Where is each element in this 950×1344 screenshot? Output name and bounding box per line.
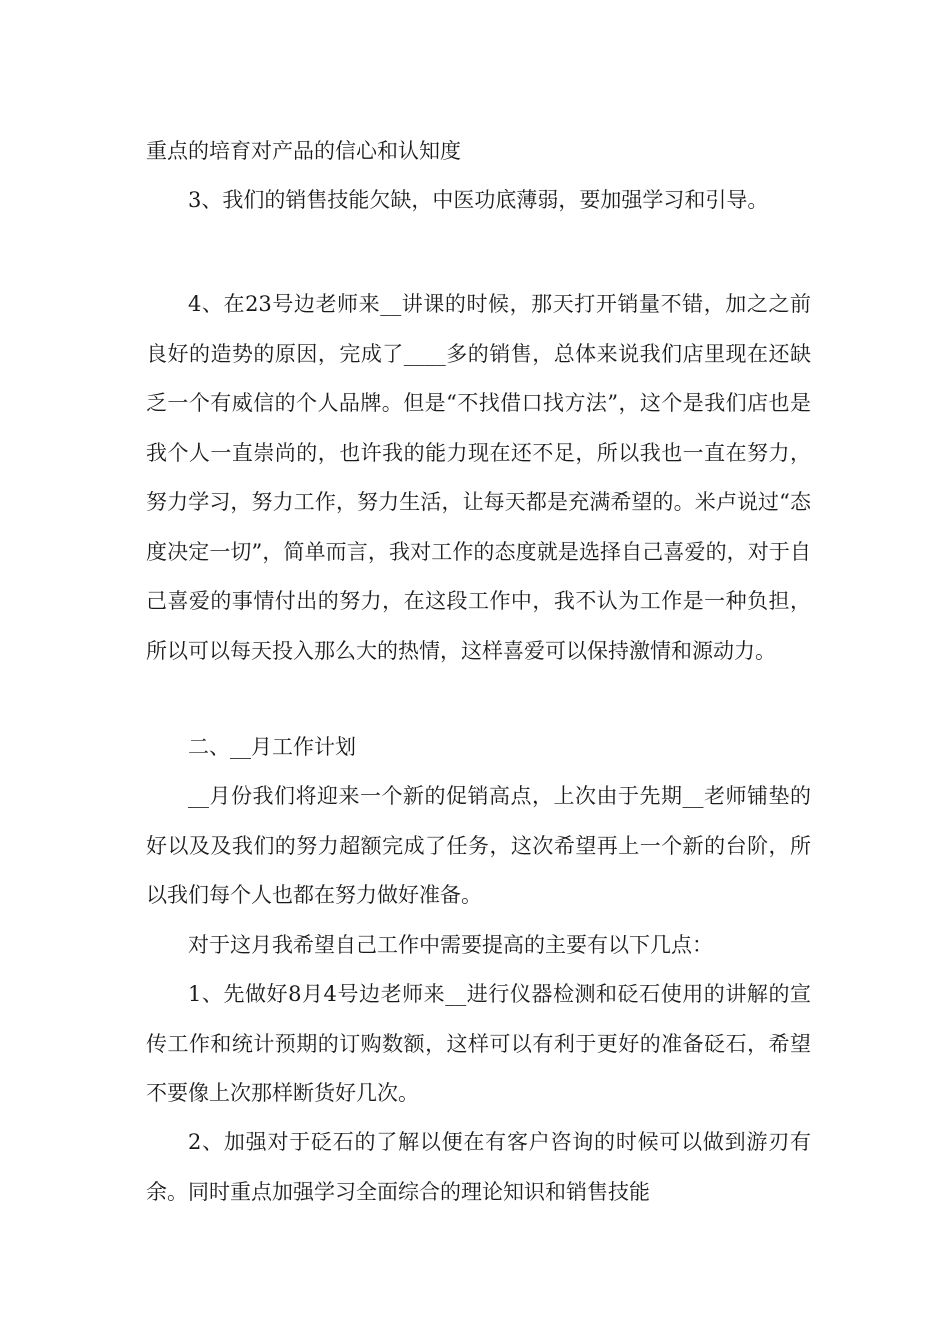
paragraph-plan-intro: __月份我们将迎来一个新的促销高点，上次由于先期__老师铺垫的好以及及我们的努力超额完成了任务，这次希望再上一个新的台阶，所以我们每个人也都在努力做好准备。 [146,784,811,907]
paragraph-item-3: 3、我们的销售技能欠缺，中医功底薄弱，要加强学习和引导。 [188,188,769,212]
paragraph-plan-item-1: 1、先做好8月4号边老师来__进行仪器检测和砭石使用的讲解的宣传工作和统计预期的订购数额，这样可以有利于更好的准备砭石，希望不要像上次那样断货好几次。 [146,982,811,1105]
paragraph-item-4: 4、在23号边老师来__讲课的时候，那天打开销量不错，加之之前良好的造势的原因，完成了____多的销售，总体来说我们店里现在还缺乏一个有威信的个人品牌。但是“不找借口找方法”，这个是我们店也是我个人一直崇尚的，也许我的能力现在还不足，所以我也一直在努力，努力学习，努力工作，努力生活，让每天都是充满希望的。米卢说过“态度决定一切”，简单而言，我对工作的态度就是选择自己喜爱的，对于自己喜爱的事情付出的努力，在这段工作中，我不认为工作是一种负担，所以可以每天投入那么大的热情，这样喜爱可以保持激情和源动力。 [146,292,811,663]
paragraph-plan-item-2: 2、加强对于砭石的了解以便在有客户咨询的时候可以做到游刃有余。同时重点加强学习全面综合的理论知识和销售技能 [146,1130,811,1204]
paragraph-continuation: 重点的培育对产品的信心和认知度 [146,139,461,163]
paragraph-plan-points-intro: 对于这月我希望自己工作中需要提高的主要有以下几点： [188,933,713,957]
section-heading-plan: 二、__月工作计划 [188,735,356,759]
